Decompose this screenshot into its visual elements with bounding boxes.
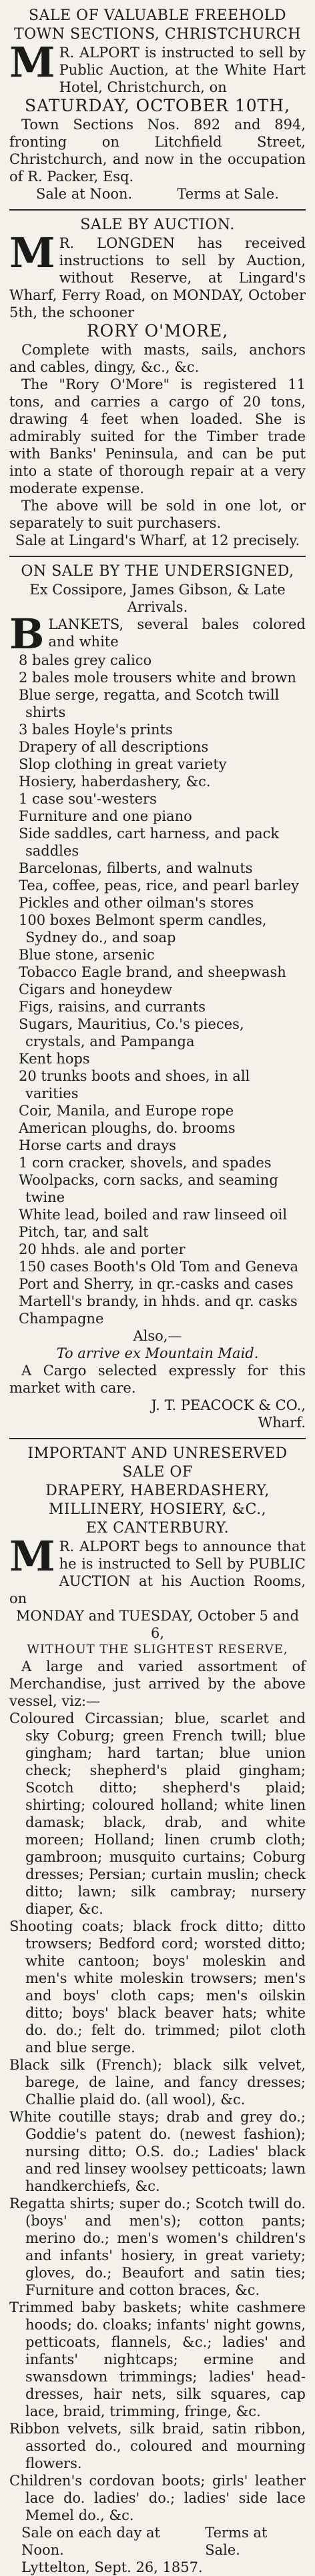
- ad4-title4: EX CANTERBURY.: [85, 1520, 230, 1537]
- column-rule: [9, 556, 306, 557]
- ad4-paragraph: Coloured Circassian; blue, scarlet and sky Coburg; green French twill; blue gingham; hard tartan; blue union check; shepherd's plaid gingham; Scotch ditto; shepherd's plaid; shirting; coloured holland; white linen damask; black, drab, and white moreen; Holland; linen crumb cloth; gambroon; musquito curtains; Coburg dresses; Persian; curtain muslin; check ditto; lawn; silk cambray; nursery diaper, &c.: [9, 1710, 306, 1917]
- ad3-signature: J. T. PEACOCK & CO.,: [151, 1397, 306, 1413]
- ad-schooner-auction: [9, 216, 306, 549]
- ad4-drop-cap: M: [9, 1532, 55, 1581]
- ad3-first-item: LANKETS, several bales colored and white: [48, 616, 306, 650]
- ad3-list-item: Cigars and honeydew: [19, 981, 173, 997]
- ad4-title2: SALE OF: [122, 1464, 193, 1481]
- ad3-list-item: Drapery of all descriptions: [19, 739, 209, 755]
- ad4-paragraph: Trimmed baby baskets; white cashmere hoods; do. cloaks; infants' night gowns, petticoats, flannels, &c.; ladies' and infants' nightcaps; ermine and swansdown trimmings; ladies' head-dresses, hair nets, silk squares, cap lace, braid, trimming, fringe, &c.: [9, 2299, 306, 2419]
- ad1-footer-left: Sale at Noon.: [36, 186, 133, 202]
- ad3-list-item: Tobacco Eagle brand, and sheepwash: [19, 964, 286, 980]
- column-rule: [9, 209, 306, 211]
- ad1-date: SATURDAY, OCTOBER 10TH,: [24, 96, 291, 115]
- ad3-list-item: Tea, coffee, peas, rice, and pearl barley: [19, 878, 300, 894]
- ad4-paragraph: Shooting coats; black frock ditto; ditto trowsers; Bedford cord; worsted ditto; white cantoon; boys' moleskin and men's white moleskin trowsers; men's and boys' cloth caps; men's oilskin ditto; boys' black beaver hats; white do. do.; felt do. trimmed; pilot cloth and blue serge.: [9, 1918, 306, 2056]
- ad3-list-item: Coir, Manila, and Europe rope: [19, 1103, 234, 1119]
- ad3-list-item: Sugars, Mauritius, Co.'s pieces, crystals, and Pampanga: [19, 1016, 244, 1049]
- ad2-body: R. LONGDEN has received instructions to sell by Auction, without Reserve, at Lingard's Wharf, Ferry Road, on MONDAY, October 5th, the schooner: [9, 235, 306, 321]
- ad3-list-item: 3 bales Hoyle's prints: [19, 722, 173, 738]
- ad3-list-item: 150 cases Booth's Old Tom and Geneva: [19, 1259, 298, 1275]
- ad2-drop-cap: M: [9, 229, 55, 277]
- ad3-subtitle: Ex Cossipore, James Gibson, & Late Arrivals.: [29, 582, 286, 615]
- ad3-list-item: Blue serge, regatta, and Scotch twill shirts: [19, 687, 280, 720]
- ad3-list-item: Blue stone, arsenic: [19, 947, 155, 963]
- ad3-list-item: White lead, boiled and raw linseed oil: [19, 1207, 288, 1223]
- ad3-list-item: Champagne: [19, 1311, 104, 1327]
- ad3-list-item: 2 bales mole trousers white and brown: [19, 670, 296, 686]
- ad1-footer-right: Terms at Sale.: [177, 186, 279, 202]
- ad1-title1: SALE OF VALUABLE FREEHOLD: [28, 7, 287, 24]
- ad4-days: MONDAY and TUESDAY, October 5 and 6,: [15, 1608, 300, 1641]
- column-rule: [9, 1438, 306, 1439]
- ad4-title3: DRAPERY, HABERDASHERY, MILLINERY, HOSIERY, &C.,: [45, 1483, 270, 1518]
- ad3-list-item: Pickles and other oilman's stores: [19, 895, 254, 911]
- ad4-place-date: Lyttelton, Sept. 26, 1857.: [21, 2559, 203, 2575]
- ad4-paragraph: Black silk (French); black silk velvet, barege, de laine, and fancy dresses; Challie plaid do. (all wool), &c.: [9, 2057, 306, 2108]
- ad3-also: Also,—: [133, 1328, 182, 1344]
- ad3-list-item: 8 bales grey calico: [19, 652, 152, 668]
- ad3-list-item: 1 case sou'-westers: [19, 791, 157, 807]
- ad3-list-item: American ploughs, do. brooms: [19, 1120, 236, 1136]
- ad1-footer: [9, 185, 306, 203]
- ad3-list-item: 1 corn cracker, shovels, and spades: [19, 1155, 272, 1171]
- ad3-item-list: [9, 652, 306, 1327]
- ad4-paragraphs: [9, 1710, 306, 2524]
- ad2-ship: RORY O'MORE,: [86, 321, 229, 340]
- ad4-paragraph: Ribbon velvets, silk braid, satin ribbon, assorted do., coloured and mourning flowers.: [9, 2421, 306, 2471]
- ad3-list-item: Port and Sherry, in qr.-casks and cases: [19, 1276, 294, 1292]
- ad1-body: R. ALPORT is instructed to sell by Public Auction, at the White Hart Hotel, Christchurch, on: [59, 45, 306, 95]
- ad3-list-item: 20 trunks boots and shoes, in all varities: [19, 1068, 250, 1101]
- ad3-arrive: To arrive ex Mountain Maid.: [56, 1345, 259, 1361]
- ad4-footer-left: Sale on each day at Noon.: [21, 2525, 160, 2558]
- ad3-list-item: Hosiery, haberdashery, &c.: [19, 774, 211, 790]
- ad4-paragraph: White coutille stays; drab and grey do.; Goddie's patent do. (newest fashion); nursing ditto; O.S. do.; Ladies' black and red linsey woolsey petticoats; lawn handkerchiefs, &c.: [9, 2109, 306, 2194]
- ad1-body2: Town Sections Nos. 892 and 894, fronting on Litchfield Street, Christchurch, and now in the occupation of R. Packer, Esq.: [9, 117, 306, 185]
- ad1-drop-cap: M: [9, 38, 55, 87]
- ad3-list-item: Kent hops: [19, 1051, 90, 1067]
- ad3-list-item: Horse carts and drays: [19, 1137, 176, 1153]
- ad3-list-item: 100 boxes Belmont sperm candles, Sydney do., and soap: [19, 912, 267, 946]
- ad3-list-item: Side saddles, cart harness, and pack saddles: [19, 826, 280, 859]
- ad4-footer-right: Terms at Sale.: [205, 2525, 268, 2558]
- ad-drapery-sale: [9, 1445, 306, 2576]
- ad3-drop-cap: B: [9, 610, 45, 658]
- ad2-footer: Sale at Lingard's Wharf, at 12 precisely.: [15, 532, 300, 548]
- ad4-intro: A large and varied assortment of Merchandise, just arrived by the above vessel, viz:—: [9, 1658, 306, 1709]
- ad4-paragraph: Regatta shirts; super do.; Scotch twill do. (boys' and men's); cotton pants; merino do.; men's women's children's and infants' hosiery, in great variety; gloves, do.; Beaufort and satin ties; Furniture and cotton braces, &c.: [9, 2196, 306, 2298]
- ad-freehold-sections: [9, 7, 306, 203]
- ad2-body2: Complete with masts, sails, anchors and cables, dingy, &c., &c.: [9, 342, 306, 375]
- ad3-list-item: Martell's brandy, in hhds. and qr. casks: [19, 1293, 298, 1309]
- ad3-list-item: 20 hhds. ale and porter: [19, 1241, 186, 1257]
- ad3-cargo: A Cargo selected expressly for this market with care.: [9, 1363, 306, 1396]
- ad3-list-item: Pitch, tar, and salt: [19, 1224, 149, 1240]
- ad3-list-item: Slop clothing in great variety: [19, 756, 227, 772]
- ad3-list-item: Furniture and one piano: [19, 808, 192, 824]
- ad3-title: ON SALE BY THE UNDERSIGNED,: [21, 563, 294, 580]
- ad4-footer: [9, 2524, 306, 2559]
- ad-peacock-stock: [9, 562, 306, 1431]
- ad4-body: R. ALPORT begs to announce that he is instructed to Sell by PUBLIC AUCTION at his Auction Rooms, on: [9, 1539, 306, 1607]
- ad2-title: SALE BY AUCTION.: [80, 217, 235, 233]
- ad2-body4: The above will be sold in one lot, or separately to suit purchasers.: [9, 498, 306, 531]
- ad1-title2: TOWN SECTIONS, CHRISTCHURCH: [13, 26, 302, 43]
- ad4-paragraph: Children's cordovan boots; girls' leather lace do. ladies' do.; ladies' side lace Memel do., &c.: [9, 2473, 306, 2523]
- ad3-signature-place: Wharf.: [258, 1415, 306, 1431]
- ad4-title1: IMPORTANT AND UNRESERVED: [27, 1445, 288, 1462]
- ad3-list-item: Figs, raisins, and currants: [19, 999, 206, 1015]
- ad3-list-item: Barcelonas, filberts, and walnuts: [19, 860, 253, 876]
- ad3-list-item: Woolpacks, corn sacks, and seaming twine: [19, 1172, 278, 1205]
- ad4-reserve: WITHOUT THE SLIGHTEST RESERVE,: [27, 1642, 288, 1656]
- ad2-body3: The "Rory O'More" is registered 11 tons, and carries a cargo of 20 tons, drawing 4 feet when loaded. She is admirably suited for the Timber trade with Banks' Peninsula, and can be put into a state of thorough repair at a very moderate expense.: [9, 376, 306, 496]
